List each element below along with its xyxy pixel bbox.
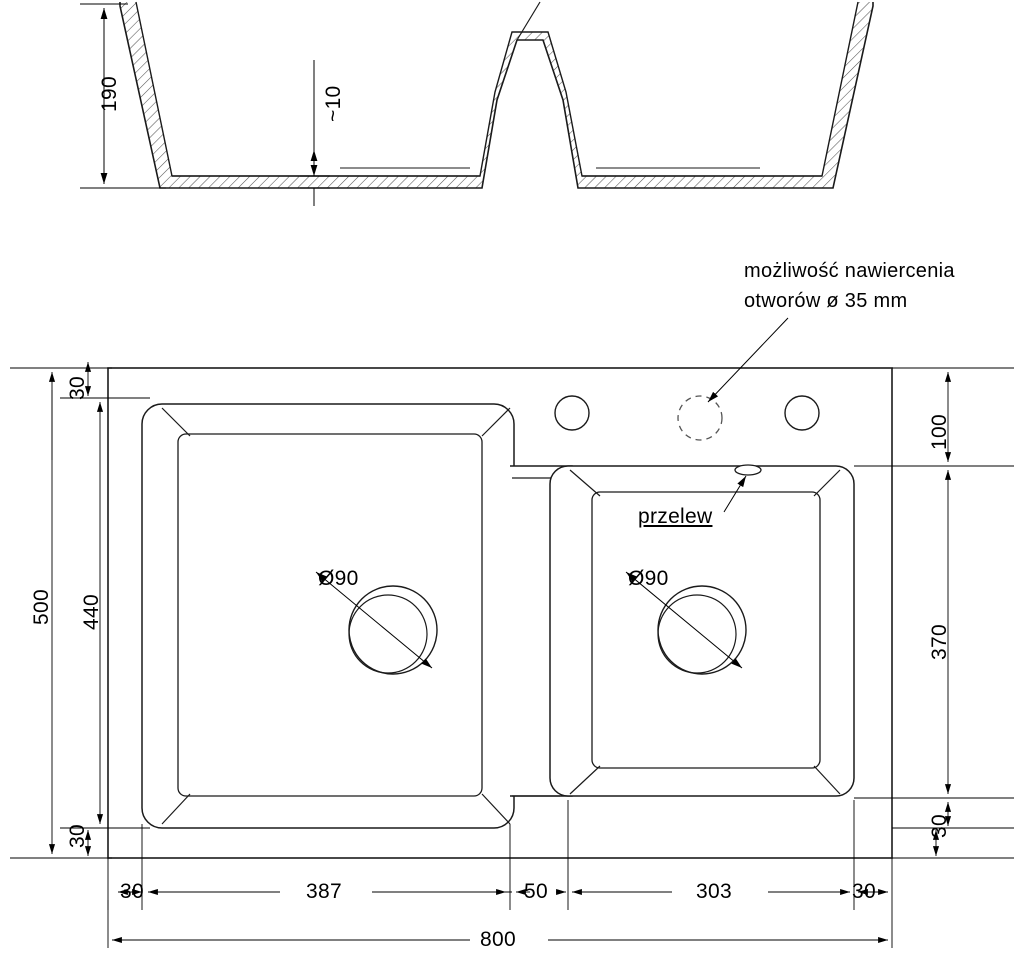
- label-overall-depth: 500: [30, 589, 53, 625]
- label-left-edge: 30: [120, 880, 144, 903]
- note-drill-line1: możliwość nawiercenia: [744, 260, 955, 282]
- label-bowl-left-width: 387: [306, 880, 342, 903]
- label-right-edge: 30: [852, 880, 876, 903]
- label-inner-depth: 440: [80, 594, 103, 630]
- overflow-hole: [735, 465, 761, 475]
- section-view: [120, 2, 873, 188]
- label-drain-left: Ø90: [318, 567, 359, 590]
- label-drain-right: Ø90: [628, 567, 669, 590]
- label-right-top-zone: 100: [928, 414, 951, 450]
- label-right-mid-zone: 370: [928, 624, 951, 660]
- tap-hole-right: [785, 396, 819, 430]
- label-wall-thickness: ~10: [322, 85, 345, 122]
- top-view: [108, 318, 892, 858]
- label-section-height: 190: [98, 76, 121, 112]
- label-top-margin: 30: [66, 376, 89, 400]
- note-drill-line2: otworów ø 35 mm: [744, 290, 908, 312]
- label-right-bottom: 30: [928, 814, 951, 838]
- label-overflow: przelew: [638, 505, 713, 528]
- label-bottom-margin: 30: [66, 824, 89, 848]
- tap-hole-left: [555, 396, 589, 430]
- label-bowl-right-width: 303: [696, 880, 732, 903]
- label-bridge-width: 50: [524, 880, 548, 903]
- label-overall-width: 800: [480, 928, 516, 951]
